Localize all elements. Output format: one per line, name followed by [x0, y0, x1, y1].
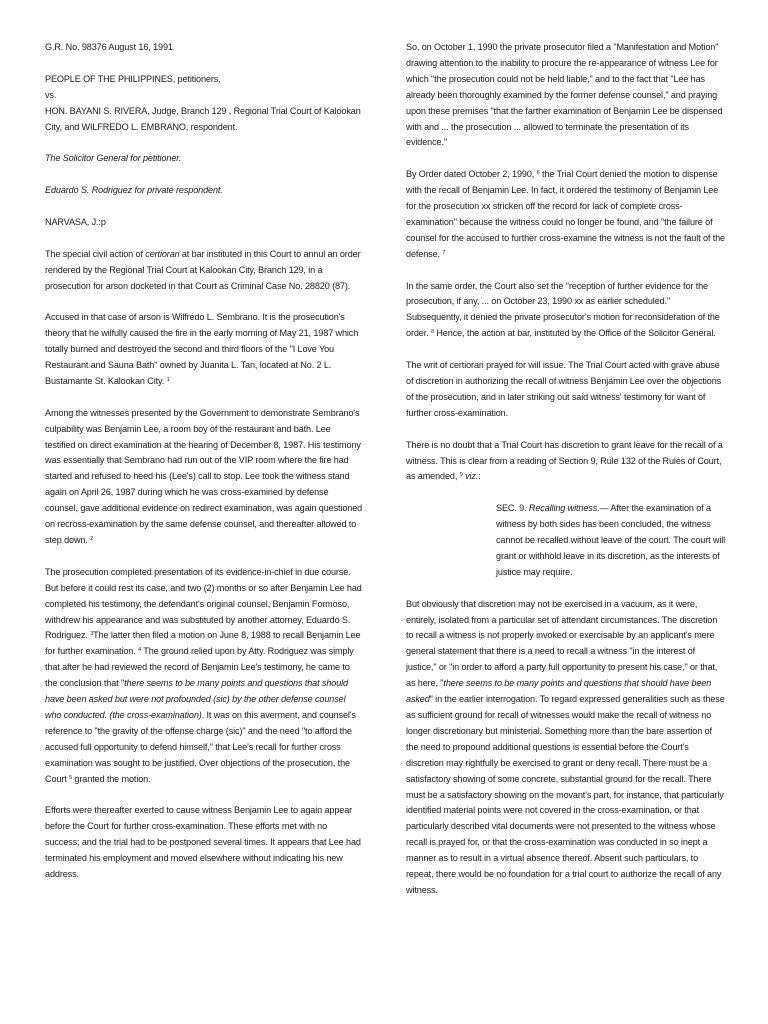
block-quote: SEC. 9. Recalling witness.— After the examination of a witness by both sides has been concluded, the witness cannot be recalled without leave of the court. The court will grant or withhold leave in its discretion, as the interests of justice may require.	[496, 503, 726, 577]
paragraph-2: Accused in that case of arson is Wilfredo L. Sembrano. It is the prosecution's theory that he wilfully caused the fire in the early morning of May 21, 1987 which totally burned and destroyed the second and third floors of the "I Love You Restaurant and Sauna Bath" owned by Juanita L. Tan, located at No. 2 L. Bustamante St. Kalookan City. $^1$	[45, 312, 359, 386]
paragraph-10: There is no doubt that a Trial Court has discretion to grant leave for the recall of a witness. This is clear from a reading of Section 9, Rule 132 of the Rules of Court, as amended, $^9$ viz.:	[406, 439, 723, 482]
paragraph-9: The writ of certiorari prayed for will issue. The Trial Court acted with grave abuse of discretion in authorizing the recall of witness Benjamin Lee over the objections of the prosecution, and in later striking out said witness' testimony for want of further cross-examination.	[406, 360, 722, 418]
ponente: NARVASA, J.:p	[45, 216, 106, 227]
footnote-ref[interactable]: 9	[459, 472, 463, 479]
footnote-ref[interactable]: 5	[69, 774, 73, 781]
case-number: G.R. No. 98376 August 16, 1991	[45, 42, 173, 52]
respondent-line: HON. BAYANI S. RIVERA, Judge, Branch 129 , Regional Trial Court of Kalookan City, and WILFREDO L. EMBRANO, respondent.	[45, 105, 361, 132]
counsel-respondent: Eduardo S. Rodriguez for private respondent.	[45, 185, 223, 196]
paragraph-11: But obviously that discretion may not be exercised in a vacuum, as it were, entirely, isolated from a particular set of attendant circumstances. The discretion to recall a witness is not properly invoked or exercisable by an applicant's mere general statement that there is a need to recall a witness "in the interest of justice," or "in order to afford a party full opportunity to present his case," or that, as here, "there seems to be many points and questions that should have been asked" in the earlier interrogation. To regard expressed generalities such as these as sufficient ground for recall of witnesses would make the recall of witness no longer discretionary but ministerial. Something more than the bare assertion of the need to propound additional questions is essential before the Court's discretion may rightfully be exercised to grant or deny recall. There must be a satisfactory showing of some concrete, substantial ground for the recall. There must be a satisfactory showing on the movant's part, for instance, that particularly identified material points were not covered in the cross-examination, or that particularly described vital documents were not presented to the witness whose recall is prayed for, or that the cross-examination was conducted in so inept a manner as to result in a virtual absence thereof. Absent such particulars, to repeat, there would be no foundation for a trial court to authorize the recall of any witness.	[406, 598, 725, 895]
footnote-ref[interactable]: 4	[138, 647, 142, 654]
right-column	[406, 40, 726, 915]
paragraph-4: The prosecution completed presentation of its evidence-in-chief in due course. But before it could rest its case, and two (2) months or so after Benjamin Lee had completed his testimony, the defendant's original counsel, Benjamin Formoso, withdrew his appearance and was substituted by another attorney, Eduardo S. Rodriguez. $^3$The latter then filed a motion on June 8, 1988 to recall Benjamin Lee for further examination. $^4$ The ground relied upon by Atty. Rodriguez was simply that after he had reviewed the record of Benjamin Lee's testimony, he came to the conclusion that "there seems to be many points and questions that should have been asked but were not profounded (sic) by the other defense counsel who conducted. (the cross-examination). It was on this averment, and counsel's reference to "the gravity of the offense charge (sic)" and the need "to afford the accused full opportunity to defend himself," that Lee's recall for further cross examination was sought to be justified. Over objections of the prosecution, the Court $^5$ granted the motion.	[45, 566, 362, 784]
paragraph-8: In the same order, the Court also set the "reception of further evidence for the prosecution, if any, ... on October 23, 1990 xx as earlier scheduled." Subsequently, it denied the private prosecutor's motion for reconsideration of the order. $^8$ Hence, the action at bar, instituted by the Office of the Solicitor General.	[406, 280, 720, 339]
footnote-ref[interactable]: 7	[442, 249, 446, 256]
footnote-ref[interactable]: 1	[166, 376, 170, 383]
paragraph-6: So, on October 1, 1990 the private prosecutor filed a "Manifestation and Motion" drawing attention to the inability to procure the re-appearance of witness Lee for which "the prosecution could not be held liable," and to the fact that "Lee has already been thoroughly examined by the former defense counsel," and praying upon these premises "that the farther examination of Benjamin Lee be dispensed with and ... the prosecution ... allowed to terminate the presentation of its evidence."	[406, 42, 723, 148]
left-column	[45, 40, 363, 899]
paragraph-5: Efforts were thereafter exerted to cause witness Benjamin Lee to again appear before the Court for further cross-examination. These efforts met with no success; and the trial had to be postponed several times. It appears that Lee had terminated his employment and moved elsewhere without indicating his new address.	[45, 805, 361, 879]
paragraph-1: The special civil action of certiorari at bar instituted in this Court to annul an order rendered by the Regional Trial Court at Kalookan City, Branch 129, in a prosecution for arson docketed in that Court as Criminal Case No. 28820 (87).	[45, 248, 361, 291]
case-parties	[45, 72, 363, 136]
footnote-ref[interactable]: 3	[90, 631, 94, 638]
paragraph-7: By Order dated October 2, 1990, $^6$ the Trial Court denied the motion to dispense with the recall of Benjamin Lee. In fact, it ordered the testimony of Benjamin Lee for the prosecution xx stricken off the record for lack of complete cross-examination" because the witness could no longer be found, and "the failure of counsel for the accused to further cross-examine the witness is not the fault of the defense. $^7$	[406, 169, 725, 259]
footnote-ref[interactable]: 6	[536, 170, 540, 177]
footnote-ref[interactable]: 2	[90, 535, 94, 542]
petitioner-line: PEOPLE OF THE PHILIPPINES, petitioners,	[45, 73, 221, 84]
footnote-ref[interactable]: 8	[430, 329, 434, 336]
counsel-petitioner: The Solicitor General for petitioner.	[45, 153, 182, 164]
versus-line: vs.	[45, 89, 57, 100]
paragraph-3: Among the witnesses presented by the Government to demonstrate Sembrano's culpability was Benjamin Lee, a room boy of the restaurant and bath. Lee testified on direct examination at the hearing of December 8, 1987. His testimony was essentially that Sembrano had run out of the VIP room where the fire had started and refused to heed his (Lee's) call to stop. Lee took the witness stand again on April 26, 1987 during which he was cross-examined by defense counsel, gave additional evidence on redirect examination, was again questioned on recross-examination by the same defense counsel, and thereafter allowed to step down. $^2$	[45, 407, 363, 545]
